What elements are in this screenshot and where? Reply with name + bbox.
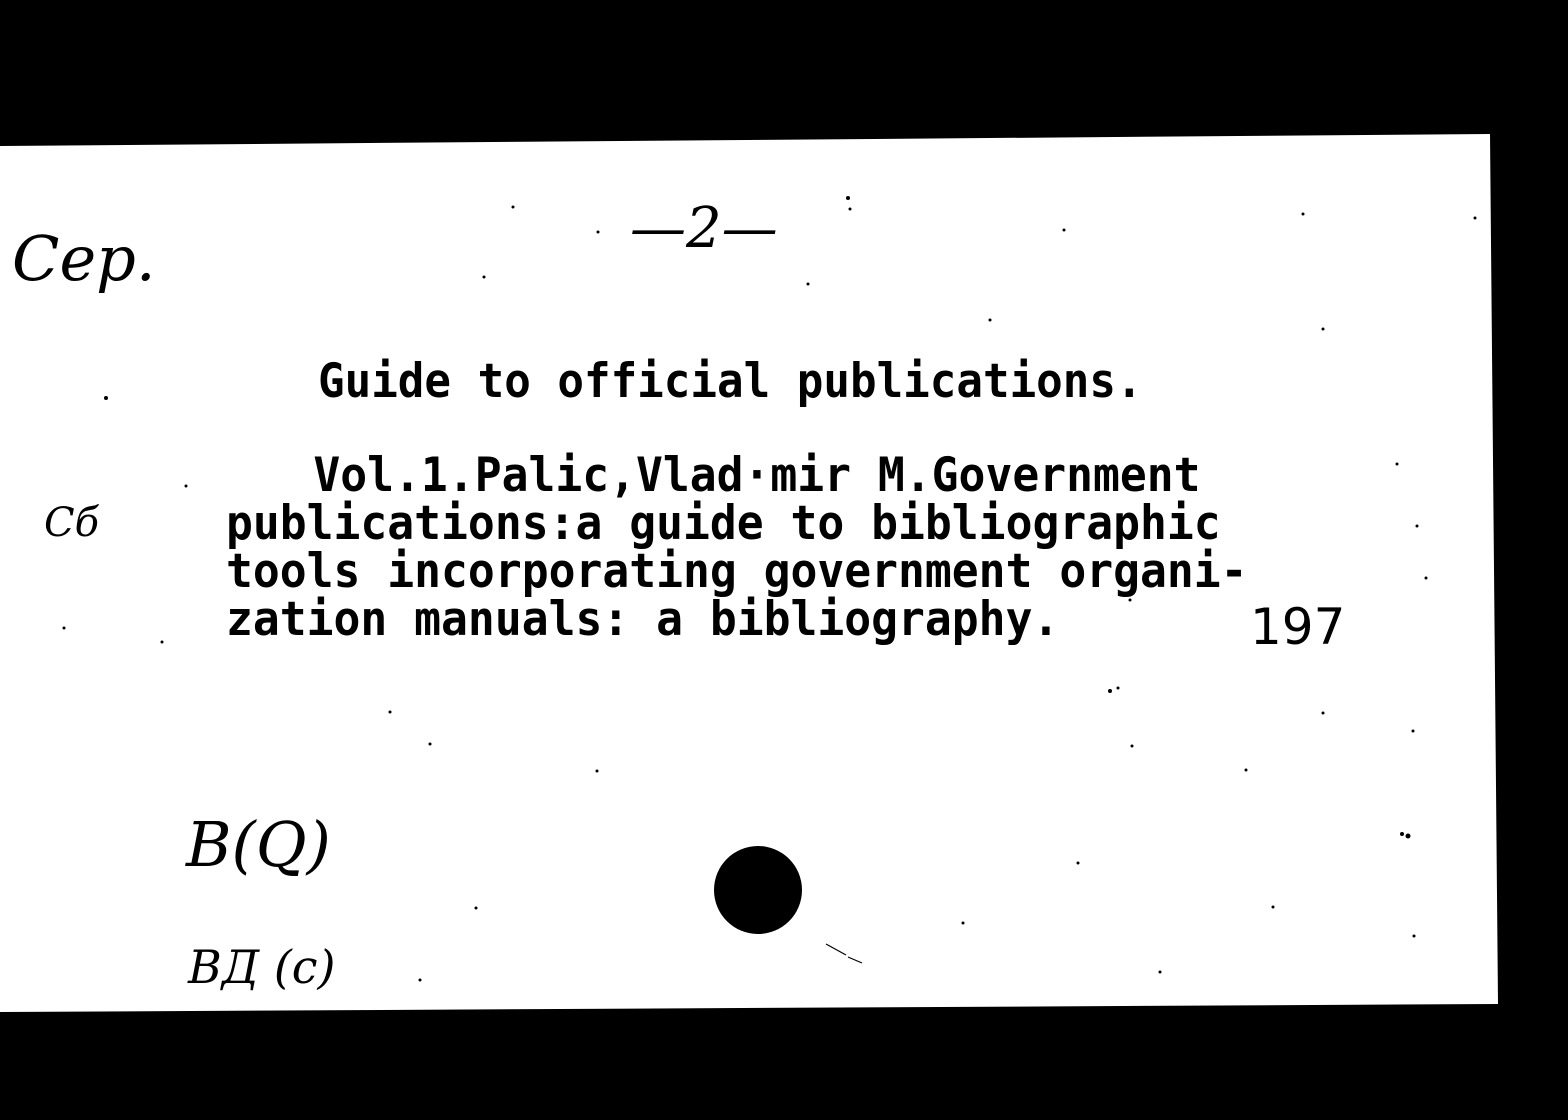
entry-line-1: Vol.1.Palic,Vlad·mir M.Government [313,448,1201,503]
publication-year: 197 [1250,598,1346,656]
shelf-mark-secondary: BД (c) [188,940,336,994]
entry-line-4: zation manuals: a bibliography. [226,592,1060,647]
page-number-mark: —2— [630,196,778,261]
margin-note-top: Cep. [12,222,156,295]
entry-line-2: publications:a guide to bibliographic [226,496,1221,551]
bibliographic-entry [226,448,1301,647]
entry-line-3: tools incorporating government organi- [226,544,1248,599]
margin-note-middle: Cб [44,500,100,546]
card-title: Guide to official publications. [318,354,1143,409]
punch-hole [714,846,802,934]
shelf-mark-primary: B(Q) [186,808,331,881]
